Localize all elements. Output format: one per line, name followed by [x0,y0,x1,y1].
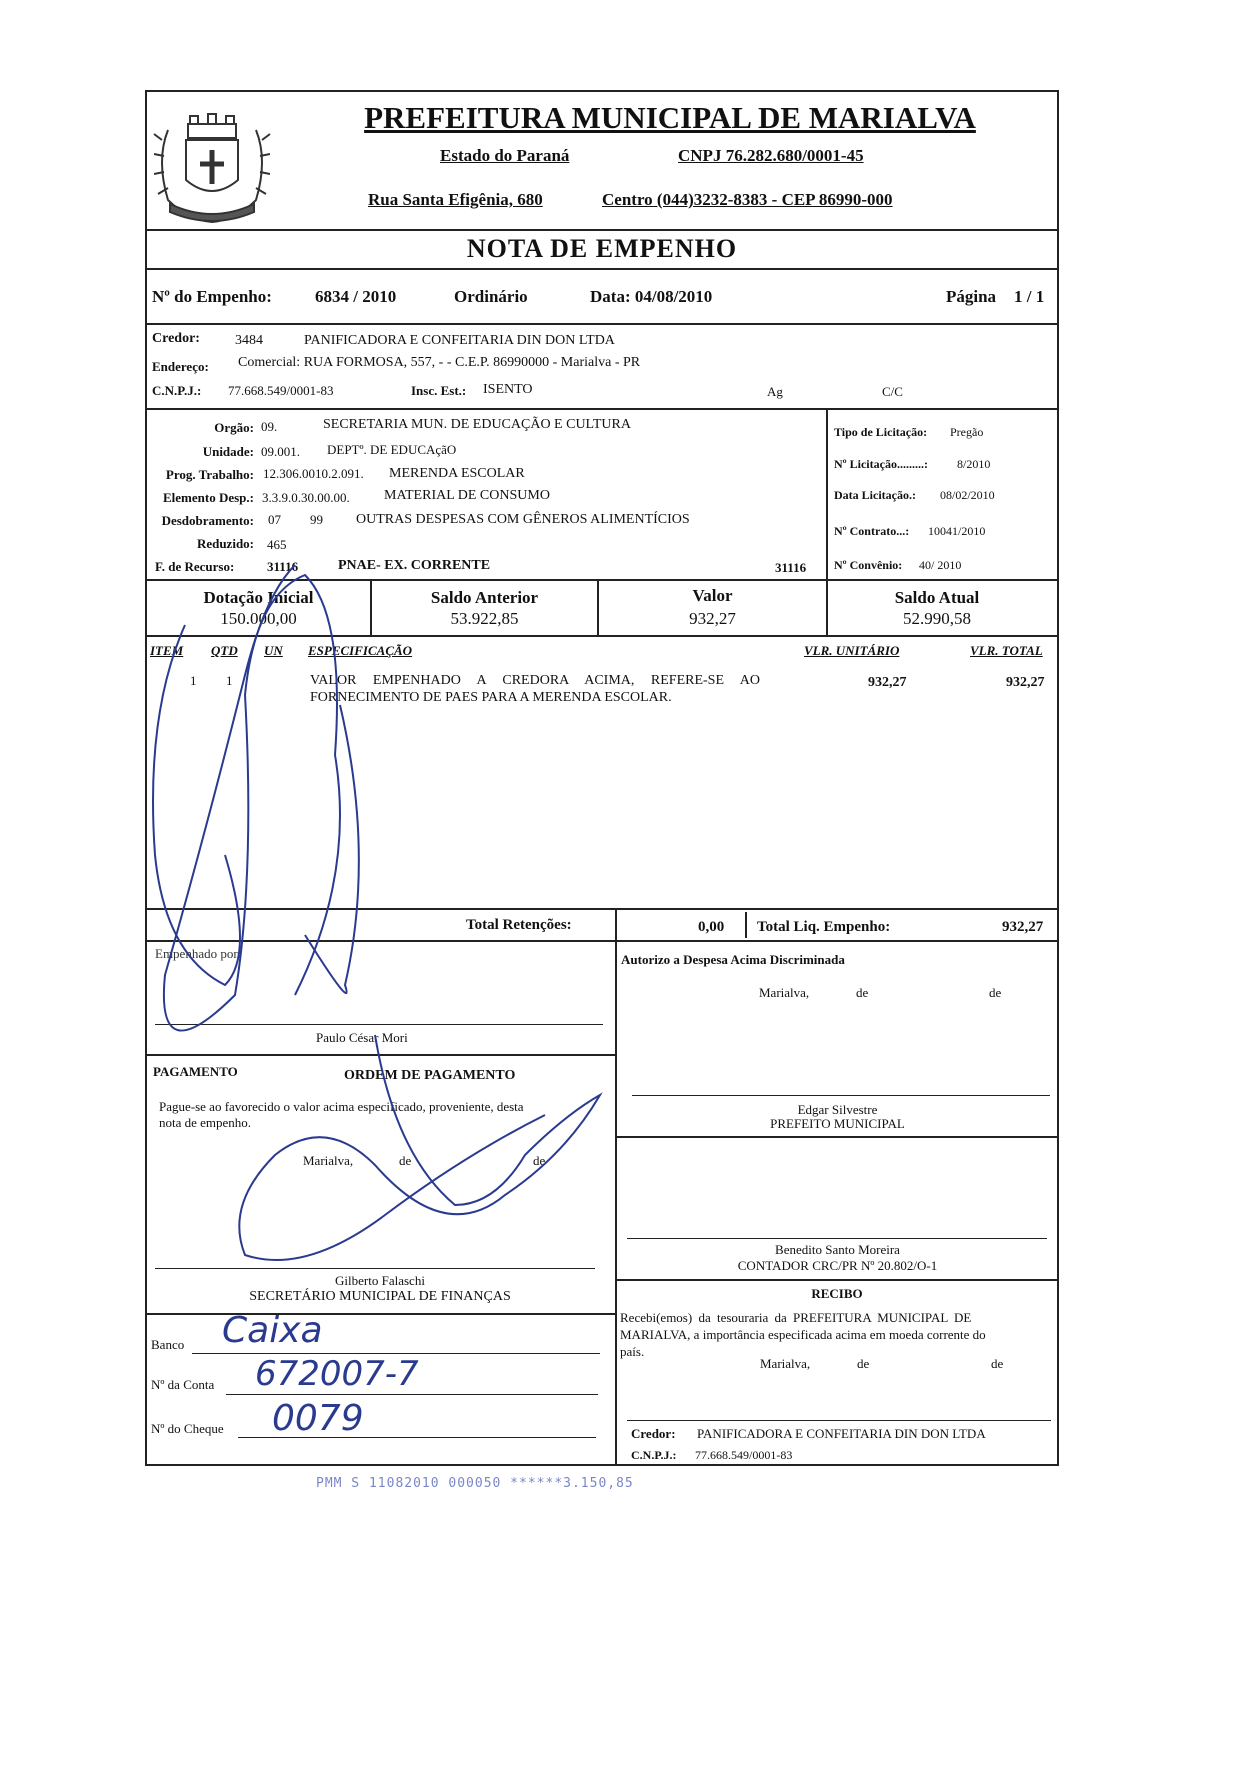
num-licitacao-value: 8/2010 [957,457,991,471]
orgao-label: Orgão: [214,420,254,435]
empenho-date: Data: 04/08/2010 [590,287,713,306]
empenhado-name: Paulo César Mori [316,1030,408,1045]
prog-name: MERENDA ESCOLAR [389,466,525,481]
recurso-code-right: 31116 [775,560,807,575]
orgao-code: 09. [261,419,278,434]
col-vlr-total: VLR. TOTAL [970,643,1043,658]
autorizo-place: Marialva, [759,985,810,1000]
credor-label: Credor: [152,331,200,346]
col-especificacao: ESPECIFICAÇÃO [308,643,413,658]
recibo-credor-name: PANIFICADORA E CONFEITARIA DIN DON LTDA [697,1426,986,1441]
signature-mark-icon [145,555,625,1305]
municipality-title: PREFEITURA MUNICIPAL DE MARIALVA [364,100,976,135]
autorizo-label: Autorizo a Despesa Acima Discriminada [621,952,845,967]
item-desc-line2: FORNECIMENTO DE PAES PARA A MERENDA ESCOLAR. [310,690,672,705]
unidade-name: DEPTº. DE EDUCAçãO [327,442,457,457]
cc-label: C/C [882,384,903,399]
prog-label: Prog. Trabalho: [165,467,254,482]
retencoes-label: Total Retenções: [466,917,572,933]
recibo-line2: MARIALVA, a importância especificada acima em moeda corrente do [620,1327,986,1342]
state-name: Estado do Paraná [440,146,570,165]
pagamento-text-line2: nota de empenho. [159,1115,252,1130]
data-licitacao-value: 08/02/2010 [940,488,995,502]
pagamento-label: PAGAMENTO [153,1064,238,1079]
dotacao-value: 150.000,00 [220,609,297,628]
data-licitacao-label: Data Licitação.: [834,488,916,502]
recibo-cnpj-value: 77.668.549/0001-83 [695,1448,793,1462]
col-vlr-unitario: VLR. UNITÁRIO [804,643,900,658]
item-number: 1 [190,673,197,688]
reduzido-label: Reduzido: [196,536,254,551]
empenho-number: 6834 / 2010 [315,287,397,306]
prog-code: 12.306.0010.2.091. [263,466,364,481]
recibo-place: Marialva, [760,1356,811,1371]
desdobramento-name: OUTRAS DESPESAS COM GÊNEROS ALIMENTÍCIOS [356,512,690,527]
prefeito-role: PREFEITO MUNICIPAL [770,1116,905,1131]
desdobramento-label: Desdobramento: [161,513,254,528]
cheque-handwritten: 0079 [272,1398,364,1439]
empenho-type: Ordinário [454,287,528,306]
page-label: Página [946,287,997,306]
processing-stamp: PMM S 11082010 000050 ******3.150,85 [316,1476,634,1491]
convenio-label: Nº Convênio: [834,558,903,572]
saldo-atual-label: Saldo Atual [894,588,980,607]
credor-cnpj: 77.668.549/0001-83 [228,383,334,398]
pagamento-de1: de [399,1153,412,1168]
pagamento-text-line1: Pague-se ao favorecido o valor acima especificado, proveniente, desta [159,1099,524,1114]
tipo-licitacao-value: Pregão [950,425,984,439]
pagamento-de2: de [533,1153,546,1168]
contrato-value: 10041/2010 [928,524,986,538]
item-unit-value: 932,27 [868,675,907,690]
secretario-name: Gilberto Falaschi [335,1273,425,1288]
autorizo-de2: de [989,985,1002,1000]
empenho-label: Nº do Empenho: [152,287,272,306]
item-total-value: 932,27 [1006,675,1045,690]
tipo-licitacao-label: Tipo de Licitação: [834,425,928,439]
street-address: Rua Santa Efigênia, 680 [368,190,543,209]
elemento-name: MATERIAL DE CONSUMO [384,488,550,503]
elemento-code: 3.3.9.0.30.00.00. [262,490,350,505]
col-un: UN [264,643,283,658]
recurso-label: F. de Recurso: [155,559,235,574]
saldo-anterior-value: 53.922,85 [450,609,519,628]
cnpj-header: CNPJ 76.282.680/0001-45 [678,146,864,165]
recibo-credor-label: Credor: [631,1426,676,1441]
contador-name: Benedito Santo Moreira [775,1242,900,1257]
recibo-de2: de [991,1356,1004,1371]
secretario-role: SECRETÁRIO MUNICIPAL DE FINANÇAS [249,1289,511,1304]
unidade-label: Unidade: [202,444,254,459]
valor-label: Valor [692,586,733,605]
contrato-label: Nº Contrato...: [834,524,910,538]
item-qtd: 1 [226,673,233,688]
valor-value: 932,27 [689,609,736,628]
orgao-name: SECRETARIA MUN. DE EDUCAÇÃO E CULTURA [323,417,631,432]
retencoes-value: 0,00 [698,919,725,935]
dotacao-label: Dotação Inicial [203,588,314,607]
num-licitacao-label: Nº Licitação.........: [834,457,928,471]
recibo-line1: Recebi(emos) da tesouraria da PREFEITURA MUNICIPAL DE [620,1310,972,1325]
credor-address: Comercial: RUA FORMOSA, 557, - - C.E.P. 86990000 - Marialva - PR [238,355,641,370]
cnpj-label: C.N.P.J.: [152,383,202,398]
autorizo-de1: de [856,985,869,1000]
insc-value: ISENTO [483,382,533,397]
elemento-label: Elemento Desp.: [163,490,254,505]
ag-label: Ag [767,384,783,399]
conta-label: Nº da Conta [151,1377,215,1392]
convenio-value: 40/ 2010 [919,558,962,572]
recibo-de1: de [857,1356,870,1371]
page-number: 1 / 1 [1014,287,1045,306]
insc-label: Insc. Est.: [411,383,467,398]
unidade-code: 09.001. [261,444,300,459]
recurso-name: PNAE- EX. CORRENTE [338,558,491,573]
liq-value: 932,27 [1002,919,1044,935]
recurso-code: 31116 [267,559,299,574]
credor-code: 3484 [235,333,263,348]
cheque-label: Nº do Cheque [151,1421,224,1436]
conta-handwritten: 672007-7 [255,1354,419,1394]
empenhado-label: Empenhado por: [155,946,242,961]
desdobramento-code2: 99 [310,512,323,527]
pagamento-place: Marialva, [303,1153,354,1168]
recibo-line3: país. [620,1344,645,1359]
banco-label: Banco [151,1337,185,1352]
contador-role: CONTADOR CRC/PR Nº 20.802/O-1 [737,1258,938,1273]
ordem-pagamento-label: ORDEM DE PAGAMENTO [344,1068,516,1083]
document-title: NOTA DE EMPENHO [466,234,738,263]
saldo-atual-value: 52.990,58 [903,609,971,628]
saldo-anterior-label: Saldo Anterior [430,588,539,607]
recibo-label: RECIBO [811,1286,863,1301]
banco-handwritten: Caixa [222,1310,323,1351]
contact-info: Centro (044)3232-8383 - CEP 86990-000 [602,190,893,209]
prefeito-name: Edgar Silvestre [797,1102,878,1117]
liq-label: Total Liq. Empenho: [757,919,891,935]
col-item: ITEM [150,643,184,658]
reduzido-value: 465 [267,537,287,552]
recibo-cnpj-label: C.N.P.J.: [631,1448,677,1462]
col-qtd: QTD [211,643,238,658]
endereco-label: Endereço: [152,359,209,374]
desdobramento-code1: 07 [268,512,281,527]
item-desc-line1: VALOR EMPENHADO A CREDORA ACIMA, REFERE-SE AO [310,673,760,688]
credor-name: PANIFICADORA E CONFEITARIA DIN DON LTDA [304,333,615,348]
